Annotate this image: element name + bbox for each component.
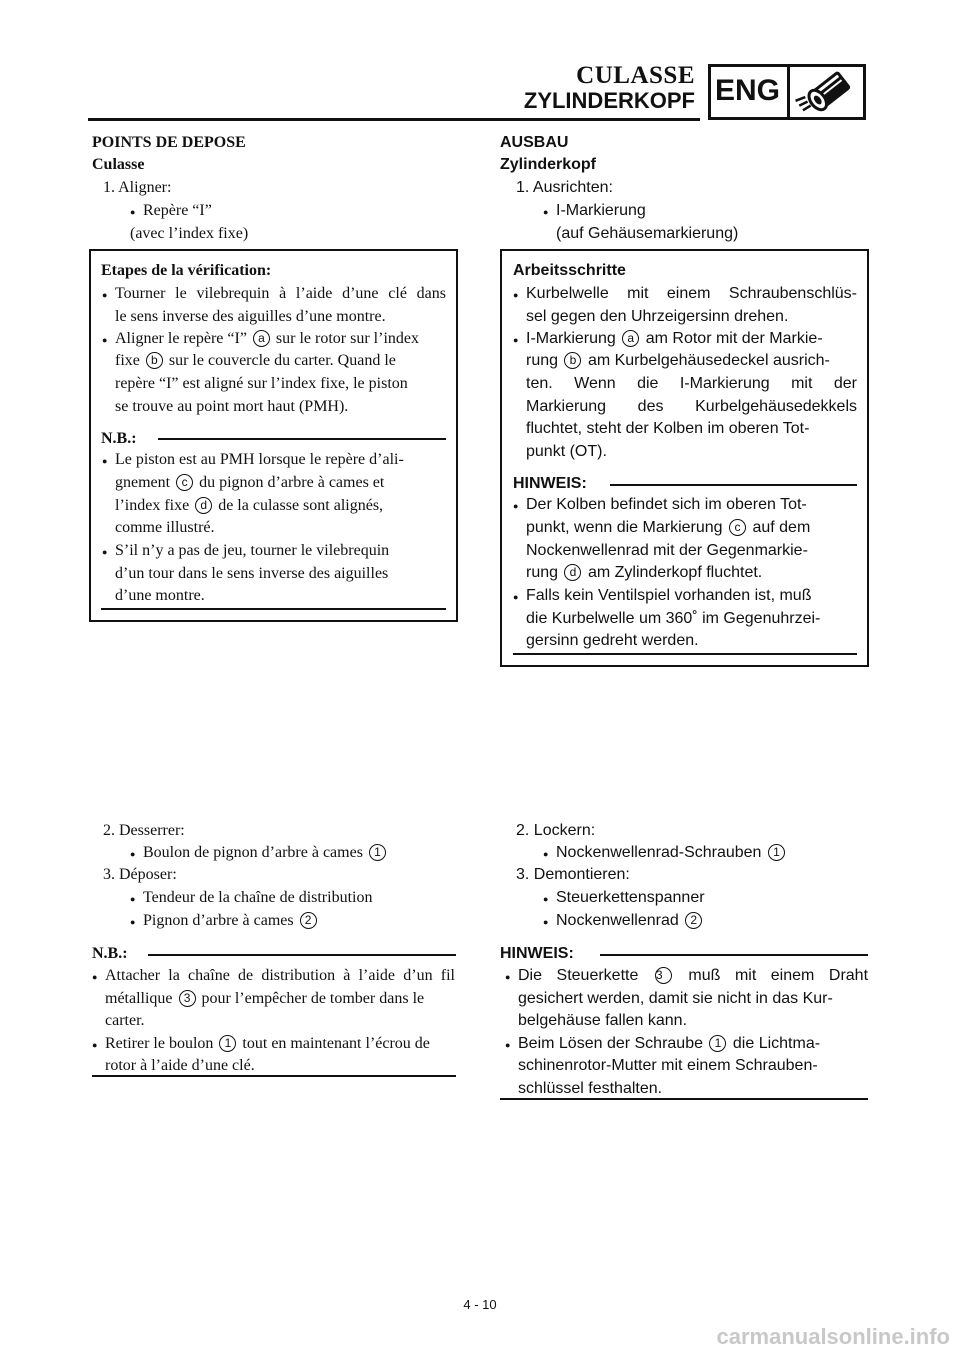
de-step-3-item-1: ● Steuerkettenspanner bbox=[556, 887, 705, 909]
ref-c-icon: c bbox=[176, 474, 193, 491]
de-h1-l4 bbox=[526, 562, 762, 584]
ref-2-icon: 2 bbox=[300, 912, 317, 929]
text: sur le rotor sur l’index bbox=[275, 330, 419, 347]
fr-nb1-l4: comme illustré. bbox=[115, 519, 215, 536]
text: rung bbox=[526, 564, 559, 581]
fr-nb3-l1: ● Attacher la chaîne de distribution à l’aide d’un fil bbox=[105, 965, 455, 987]
ref-2-icon: 2 bbox=[685, 912, 702, 929]
fr-box-title: Etapes de la vérification: bbox=[101, 262, 272, 279]
ref-b-icon: b bbox=[564, 352, 581, 369]
fr-box-b2-l1 bbox=[115, 328, 419, 350]
de-box-b2-l6: punkt (OT). bbox=[526, 443, 607, 460]
de-heading: AUSBAU bbox=[500, 134, 569, 151]
text: sur le couvercle du carter. Quand le bbox=[168, 352, 396, 369]
fr-nb1-l1: ● Le piston est au PMH lorsque le repère d’ali- bbox=[115, 449, 404, 471]
ref-3-icon: 3 bbox=[655, 967, 672, 984]
de-box-b2-l3: ten. Wenn die I-Markierung mit der bbox=[526, 375, 857, 392]
de-h2-l1: ● Falls kein Ventilspiel vorhanden ist, muß bbox=[526, 585, 811, 607]
de-step-1-item: ● I-Markierung bbox=[556, 200, 646, 222]
fr-box-b2-l4: se trouve au point mort haut (PMH). bbox=[115, 398, 349, 415]
de-step-3-item-2 bbox=[556, 910, 704, 932]
text: du pignon d’arbre à cames et bbox=[199, 474, 385, 491]
fr-heading: POINTS DE DEPOSE bbox=[92, 134, 246, 151]
de-box-b2-l4: Markierung des Kurbelgehäusedekkels bbox=[526, 398, 857, 415]
de-hinweis2-rule bbox=[600, 954, 868, 956]
text: de la culasse sont alignés, bbox=[218, 497, 384, 514]
text: muß mit einem Draht bbox=[688, 967, 869, 984]
fr-nb-end-rule bbox=[101, 608, 446, 610]
de-box-b2-l1 bbox=[526, 328, 823, 350]
text: am Zylinderkopf fluchtet. bbox=[587, 564, 763, 581]
fr-nb2-end-rule bbox=[92, 1075, 456, 1077]
de-hinweis-label: HINWEIS: bbox=[513, 475, 587, 492]
de-step-1-sub: (auf Gehäusemarkierung) bbox=[556, 225, 739, 242]
de-step-1: 1. Ausrichten: bbox=[516, 179, 613, 196]
text: pour l’empêcher de tomber dans le bbox=[201, 990, 425, 1007]
text: Retirer le boulon bbox=[105, 1035, 214, 1052]
de-h4-l3: schlüssel festhalten. bbox=[518, 1080, 663, 1097]
de-box-b1-l1: ● Kurbelwelle mit einem Schraubenschlüs- bbox=[526, 283, 857, 305]
de-h3-l2: gesichert werden, damit sie nicht in das Kur- bbox=[518, 990, 833, 1007]
fr-nb4-l1 bbox=[105, 1033, 430, 1055]
fr-step-2: 2. Desserrer: bbox=[103, 822, 185, 839]
ref-1-icon: 1 bbox=[219, 1035, 236, 1052]
de-h1-l1: ● Der Kolben befindet sich im oberen Tot- bbox=[526, 494, 807, 516]
de-h3-l1 bbox=[518, 965, 868, 987]
fr-nb-rule bbox=[158, 438, 446, 440]
fr-box-b1-l2: le sens inverse des aiguilles d’une montre. bbox=[115, 308, 386, 325]
fr-nb2-l2: d’un tour dans le sens inverse des aiguilles bbox=[115, 565, 389, 582]
text: auf dem bbox=[752, 519, 811, 536]
de-box-b2-l2 bbox=[526, 350, 830, 372]
ref-1-icon: 1 bbox=[369, 844, 386, 861]
text: I-Markierung bbox=[526, 330, 616, 347]
fr-box-b2-l2 bbox=[115, 350, 396, 372]
de-hinweis-end-rule bbox=[513, 653, 857, 655]
text: Pignon d’arbre à cames bbox=[143, 912, 294, 929]
fr-step-1: 1. Aligner: bbox=[103, 179, 172, 196]
fr-box-b1-l1: ● Tourner le vilebrequin à l’aide d’une clé dans bbox=[115, 283, 446, 305]
fr-subheading: Culasse bbox=[92, 156, 145, 173]
ref-1-icon: 1 bbox=[768, 844, 785, 861]
ref-d-icon: d bbox=[195, 497, 212, 514]
de-step-2-item bbox=[556, 842, 787, 864]
page-number: 4 - 10 bbox=[463, 1297, 497, 1312]
fr-nb3-l2 bbox=[105, 988, 424, 1010]
de-hinweis-rule bbox=[610, 484, 857, 486]
fr-step-1-sub: (avec l’index fixe) bbox=[130, 225, 249, 242]
ref-1-icon: 1 bbox=[709, 1035, 726, 1052]
ref-c-icon: c bbox=[729, 519, 746, 536]
text: Die Steuerkette bbox=[518, 967, 639, 984]
fr-nb2-l1: ● S’il n’y a pas de jeu, tourner le vilebrequin bbox=[115, 540, 389, 562]
german-column bbox=[480, 0, 960, 1358]
fr-nb2-l3: d’une montre. bbox=[115, 587, 205, 604]
de-h1-l3: Nockenwellenrad mit der Gegenmarkie- bbox=[526, 542, 808, 559]
fr-nb3-l3: carter. bbox=[105, 1012, 145, 1029]
de-hinweis2-end-rule bbox=[500, 1098, 868, 1100]
de-box-b2-l5: fluchtet, steht der Kolben im oberen Tot- bbox=[526, 420, 810, 437]
fr-box-b2-l3: repère “I” est aligné sur l’index fixe, le piston bbox=[115, 375, 408, 392]
fr-step-3-item-2 bbox=[143, 910, 319, 932]
text: gnement bbox=[115, 474, 171, 491]
fr-step-3-item-1: ● Tendeur de la chaîne de distribution bbox=[143, 887, 372, 909]
fr-step-1-item: ● Repère “I” bbox=[143, 200, 212, 222]
text: Nockenwellenrad bbox=[556, 912, 679, 929]
text: fixe bbox=[115, 352, 140, 369]
text: am Rotor mit der Markie- bbox=[645, 330, 823, 347]
de-step-2: 2. Lockern: bbox=[516, 822, 596, 839]
fr-nb-label: N.B.: bbox=[101, 430, 137, 447]
fr-nb2-label: N.B.: bbox=[92, 945, 128, 962]
ref-d-icon: d bbox=[564, 564, 581, 581]
fr-nb4-l2: rotor à l’aide d’une clé. bbox=[105, 1057, 255, 1074]
de-h3-l3: belgehäuse fallen kann. bbox=[518, 1012, 688, 1029]
fr-nb2-rule bbox=[148, 954, 456, 956]
fr-step-2-item bbox=[143, 842, 388, 864]
ref-a-icon: a bbox=[253, 330, 270, 347]
fr-nb1-l2 bbox=[115, 472, 384, 494]
text: Nockenwellenrad-Schrauben bbox=[556, 844, 762, 861]
ref-a-icon: a bbox=[622, 330, 639, 347]
header-title-de: ZYLINDERKOPF bbox=[523, 88, 695, 113]
de-subheading: Zylinderkopf bbox=[500, 156, 597, 173]
header-title-fr: CULASSE bbox=[576, 62, 695, 89]
de-h4-l2: schinenrotor-Mutter mit einem Schrauben- bbox=[518, 1057, 818, 1074]
de-h2-l3: gersinn gedreht werden. bbox=[526, 632, 699, 649]
fr-step-3: 3. Déposer: bbox=[103, 866, 177, 883]
text: die Lichtma- bbox=[732, 1035, 821, 1052]
de-h2-l2: die Kurbelwelle um 360˚ im Gegenuhrzei- bbox=[526, 610, 821, 627]
de-h1-l2 bbox=[526, 517, 810, 539]
text: Boulon de pignon d’arbre à cames bbox=[143, 844, 363, 861]
text: am Kurbelgehäusedeckel ausrich- bbox=[587, 352, 830, 369]
de-box-b1-l2: sel gegen den Uhrzeigersinn drehen. bbox=[526, 308, 789, 325]
de-h4-l1 bbox=[518, 1033, 820, 1055]
text: Beim Lösen der Schraube bbox=[518, 1035, 703, 1052]
ref-3-icon: 3 bbox=[179, 990, 196, 1007]
de-step-3: 3. Demontieren: bbox=[516, 866, 630, 883]
text: Aligner le repère “I” bbox=[115, 330, 247, 347]
text: punkt, wenn die Markierung bbox=[526, 519, 723, 536]
de-box-title: Arbeitsschritte bbox=[513, 262, 626, 279]
eng-badge-label: ENG bbox=[708, 64, 790, 120]
text: métallique bbox=[105, 990, 173, 1007]
watermark: carmanualsonline.info bbox=[716, 1324, 950, 1349]
ref-b-icon: b bbox=[146, 352, 163, 369]
fr-nb1-l3 bbox=[115, 495, 383, 517]
text: rung bbox=[526, 352, 559, 369]
text: l’index fixe bbox=[115, 497, 190, 514]
text: tout en maintenant l’écrou de bbox=[242, 1035, 430, 1052]
de-hinweis2-label: HINWEIS: bbox=[500, 945, 574, 962]
